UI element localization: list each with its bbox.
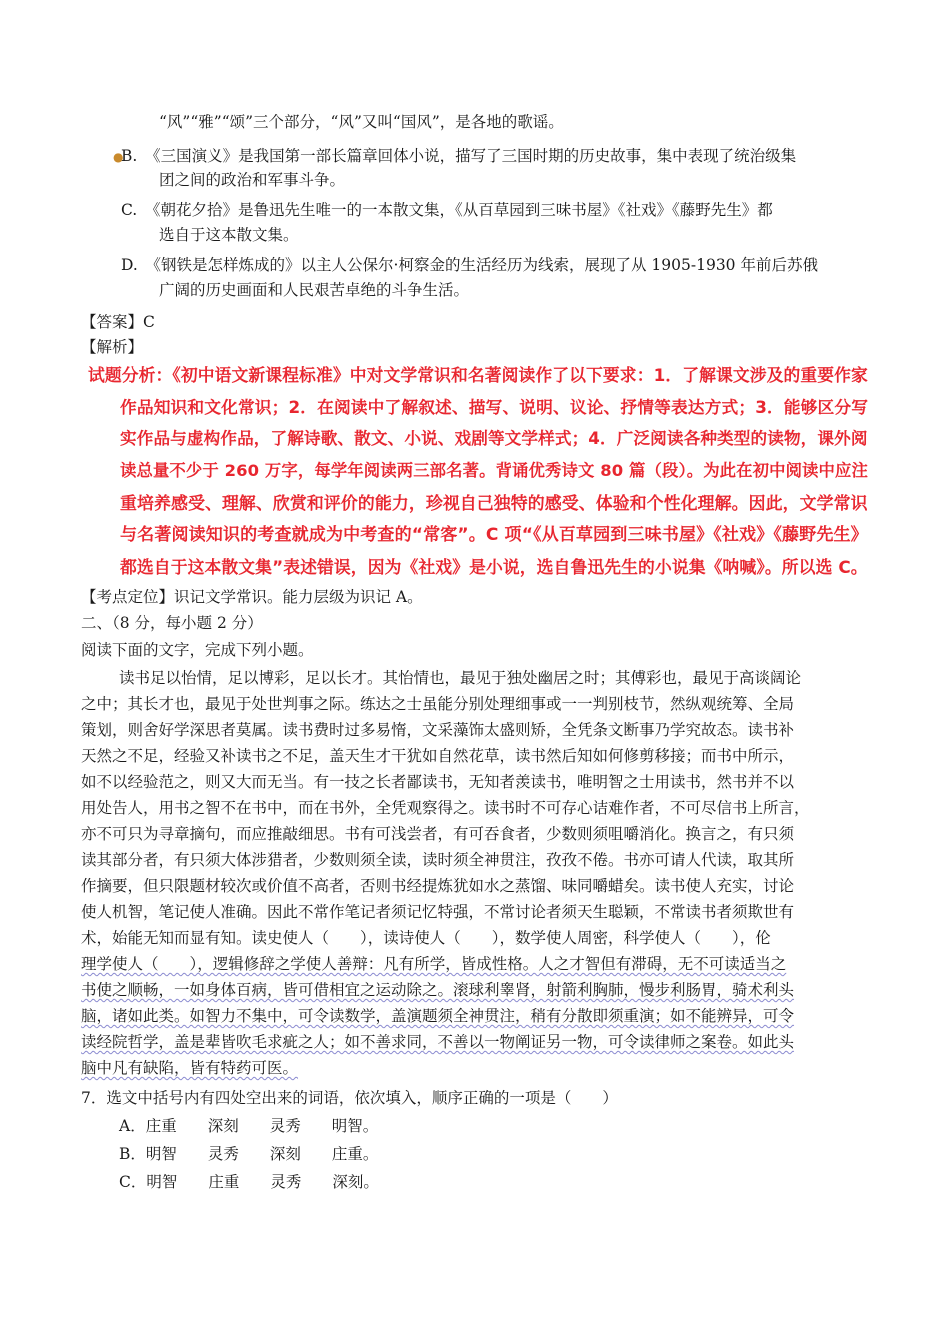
q7-option-b: B．明智 灵秀 深刻 庄重。 bbox=[119, 1145, 379, 1163]
passage-line: 之中；其长才也，最见于处世判事之际。练达之士虽能分别处理细事或一一判别枝节，然纵观统筹、全局 bbox=[81, 695, 795, 713]
passage-line: 读书足以怡情，足以博彩，足以长才。其怡情也，最见于独处幽居之时；其傅彩也，最见于高谈阔论 bbox=[119, 669, 802, 687]
passage-line: 理学使人（ ），逻辑修辞之学使人善辩：凡有所学，皆成性格。人之才智但有滞碍，无不可读适当之 bbox=[81, 955, 787, 973]
analysis-line: 实作品与虚构作品，了解诗歌、散文、小说、戏剧等文学样式；4．广泛阅读各种类型的读物，课外阅 bbox=[120, 429, 868, 448]
option-d-line2: 广阔的历史画面和人民艰苦卓绝的斗争生活。 bbox=[159, 281, 470, 299]
option-c-line2: 选自于这本散文集。 bbox=[159, 226, 299, 244]
option-a-continued: “风”“雅”“颂”三个部分，“风”又叫“国风”，是各地的歌谣。 bbox=[159, 113, 564, 131]
analysis-line: 都选自于这本散文集”表述错误，因为《社戏》是小说，选自鲁迅先生的小说集《呐喊》。所以选 C。 bbox=[120, 557, 868, 577]
question-7: 7．选文中括号内有四处空出来的词语，依次填入，顺序正确的一项是（ ） bbox=[81, 1089, 618, 1107]
option-b-line2: 团之间的政治和军事斗争。 bbox=[159, 171, 346, 189]
analysis-line: 重培养感受、理解、欣赏和评价的能力，珍视自己独特的感受、体验和个性化理解。因此，文学常识 bbox=[120, 493, 868, 513]
q7-option-c: C．明智 庄重 灵秀 深刻。 bbox=[119, 1173, 379, 1191]
analysis-line: 作品知识和文化常识；2．在阅读中了解叙述、描写、说明、议论、抒情等表达方式；3．能够区分写 bbox=[120, 397, 869, 417]
analysis-line: 读总量不少于 260 万字，每学年阅读两三部名著。背诵优秀诗文 80 篇（段）。为此在初中阅读中应注 bbox=[120, 461, 868, 480]
kaodian-line: 【考点定位】识记文学常识。能力层级为识记 A。 bbox=[81, 588, 423, 606]
passage-line: 天然之不足，经验又补读书之不足，盖天生才干犹如自然花草，读书然后知如何修剪移接；而书中所示， bbox=[81, 747, 795, 765]
passage-line: 用处告人，用书之智不在书中，而在书外，全凭观察得之。读书时不可存心诘难作者，不可尽信书上所言， bbox=[81, 799, 810, 817]
q7-option-a: A．庄重 深刻 灵秀 明智。 bbox=[119, 1117, 379, 1135]
analysis-line: 与名著阅读知识的考查就成为中考查的“常客”。C 项“《从百草园到三味书屋》《社戏》《藤野先生》 bbox=[120, 525, 868, 545]
passage-line: 策划，则舍好学深思者莫属。读书费时过多易惰，文采藻饰太盛则矫，全凭条文断事乃学究故态。读书补 bbox=[81, 721, 795, 739]
option-b-line1: B. 《三国演义》是我国第一部长篇章回体小说，描写了三国时期的历史故事，集中表现了统治级集 bbox=[121, 147, 797, 165]
section-heading: 二、（8 分，每小题 2 分） bbox=[81, 614, 263, 632]
option-c-line1: C. 《朝花夕拾》是鲁迅先生唯一的一本散文集，《从百草园到三味书屋》《社戏》《藤野先生》都 bbox=[121, 201, 773, 219]
edit-mark-icon: ● bbox=[113, 150, 124, 164]
passage-line: 脑，诸如此类。如智力不集中，可令读数学，盖演题须全神贯注，稍有分散即须重演；如不能辨异，可令 bbox=[81, 1007, 795, 1025]
passage-line: 如不以经验范之，则又大而无当。有一技之长者鄙读书，无知者羡读书，唯明智之士用读书，然书并不以 bbox=[81, 773, 795, 791]
answer-line: 【答案】C bbox=[81, 313, 155, 331]
passage-line: 读经院哲学，盖是辈皆吹毛求疵之人；如不善求同，不善以一物阐证另一物，可令读律师之案卷。如此头 bbox=[81, 1033, 795, 1051]
passage-line: 读其部分者，有只须大体涉猎者，少数则须全读，读时须全神贯注，孜孜不倦。书亦可请人代读，取其所 bbox=[81, 851, 795, 869]
analysis-line: 试题分析：《初中语文新课程标准》中对文学常识和名著阅读作了以下要求：1．了解课文涉及的重要作家 bbox=[88, 365, 868, 385]
passage-line: 书使之顺畅，一如身体百病，皆可借相宜之运动除之。滚球利睾肾，射箭利胸肺，慢步利肠胃，骑术利头 bbox=[81, 981, 795, 999]
passage-line: 术，始能无知而显有知。读史使人（ ），读诗使人（ ），数学使人周密，科学使人（ ），伦 bbox=[81, 929, 771, 947]
passage-line: 作摘要，但只限题材较次或价值不高者，否则书经提炼犹如水之蒸馏、味同嚼蜡矣。读书使人充实，讨论 bbox=[81, 877, 795, 895]
passage-line: 脑中凡有缺陷，皆有特药可医。 bbox=[81, 1059, 299, 1077]
instruction-line: 阅读下面的文字，完成下列小题。 bbox=[81, 641, 314, 659]
analysis-label: 【解析】 bbox=[81, 338, 144, 356]
passage-line: 使人机智，笔记使人准确。因此不常作笔记者须记忆特强，不常讨论者须天生聪颖，不常读书者须欺世有 bbox=[81, 903, 795, 921]
option-d-line1: D. 《钢铁是怎样炼成的》以主人公保尔·柯察金的生活经历为线索，展现了从 1905-1930 年前后苏俄 bbox=[121, 256, 818, 274]
passage-line: 亦不可只为寻章摘句，而应推敲细思。书有可浅尝者，有可吞食者，少数则须咀嚼消化。换言之，有只须 bbox=[81, 825, 795, 843]
